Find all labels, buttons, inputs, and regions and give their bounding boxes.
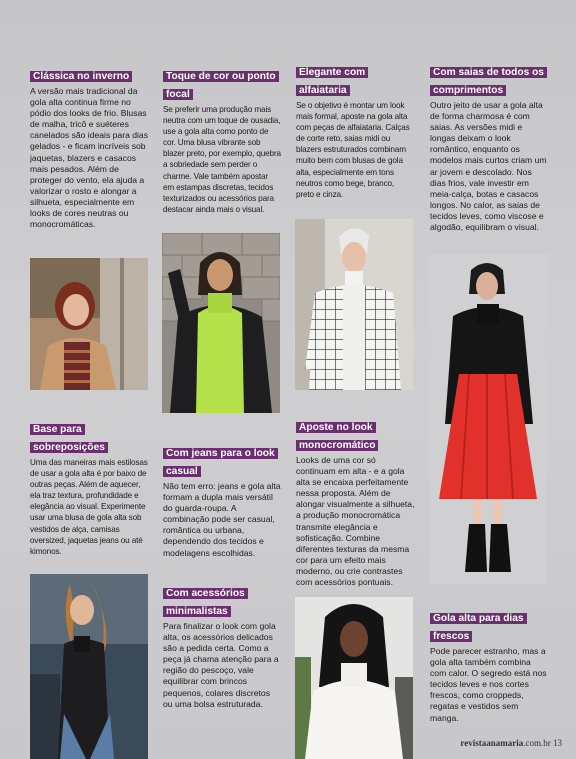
photo-woman-layered-denim [30,574,148,759]
footer-site-domain: .com.br [523,738,551,748]
section-jeans [163,443,281,559]
section-title: Base para sobreposições [30,424,108,453]
section-monocromatico [296,417,416,588]
section-title: Clássica no inverno [30,71,132,82]
section-base [30,419,150,557]
section-frescos [430,608,548,724]
section-title: Com saias de todos os comprimentos [430,67,547,96]
page-footer [460,738,562,748]
section-title: Aposte no look monocromático [296,422,378,451]
photo-woman-brown-coat [30,258,148,390]
section-title: Com jeans para o look casual [163,448,278,477]
section-text: Looks de uma cor só continuam em alta - e a gola alta se encaixa perfeitamente nessa proposta. Além de alongar visualmente a silhueta, a produção monocromática transmite elegância e sofisticação. Combine diferentes texturas da mesma cor para um efeito mais moderno, ou crie contrastes com acessórios pontuais. [296,455,415,588]
section-text: Não tem erro: jeans e gola alta formam a dupla mais versátil do guarda-roupa. A combinação pode ser casual, romântica ou urbana, dependendo dos tecidos e modelagens escolhidas. [163,481,281,558]
section-toque [163,66,281,215]
section-title: Elegante com alfaiataria [296,67,368,96]
photo-woman-red-skirt [429,254,547,584]
section-saias [430,62,548,233]
section-text: Outro jeito de usar a gola alta de forma charmosa é com saias. As versões midi e longas deixam o look romântico, enquanto os modelos mais curtos criam um ar jovem e descolado. Nos dias frios, vale investir em meia-calça, botas e casacos longos. No calor, as saias de tecidos leves, como viscose e algodão, equilibram o visual. [430,100,547,233]
section-classica [30,66,150,230]
photo-woman-checked-blazer [295,219,413,390]
section-title: Com acessórios minimalistas [163,588,248,617]
section-title: Toque de cor ou ponto focal [163,71,279,100]
section-text: Se preferir uma produção mais neutra com um toque de ousadia, use a gola alta como ponto de cor. Uma blusa vibrante sob blazer preto, por exemplo, quebra a sobriedade sem perder o charme. Vale também apostar em estampas discretas, tecidos texturizados ou acessórios para destacar ainda mais o visual. [163,105,281,214]
photo-woman-white-sweater [295,597,413,759]
section-acessorios [163,583,281,710]
footer-site-name: revistaanamaria [460,738,524,748]
section-text: Para finalizar o look com gola alta, os acessórios delicados são a pedida certa. Como a peça já chama atenção para a região do pescoço, vale equilibrar com brincos pequenos, colares discretos ou uma bolsa estruturada. [163,621,279,709]
section-text: Se o objetivo é montar um look mais formal, aposte na gola alta com peças de alfaiataria. Calças de corte reto, saias midi ou blazers estruturados combinam muito bem com blusas de gola alta, especialmente em tons neutros como bege, branco, preto e cinza. [296,101,410,199]
section-text: A versão mais tradicional da gola alta continua firme no pódio dos looks de frio. Blusas de malha, tricô e suéteres canelados são ideais para dias gelados - e ficam incríveis sob jaquetas, blazers e casacos mais pesados. Além de proteger do vento, ela ajuda a valorizar o rosto e alongar a silhueta, especialmente em looks de cores neutras ou monocromáticas. [30,86,149,230]
section-text: Uma das maneiras mais estilosas de usar a gola alta é por baixo de outras peças. Além de aquecer, ela traz textura, profundidade e elegância ao visual. Experimente usar uma blusa de gola alta sob vestidos de alça, camisas oversized, jaquetas jeans ou até kimonos. [30,458,148,556]
page-number: 13 [553,738,562,748]
section-title: Gola alta para dias frescos [430,613,527,642]
section-text: Pode parecer estranho, mas a gola alta também combina com calor. O segredo está nos tecidos leves e nos cortes frescos, como croppeds, regatas e vestidos sem manga. [430,646,547,723]
photo-woman-green-sweater [162,233,280,413]
section-elegante [296,62,414,200]
